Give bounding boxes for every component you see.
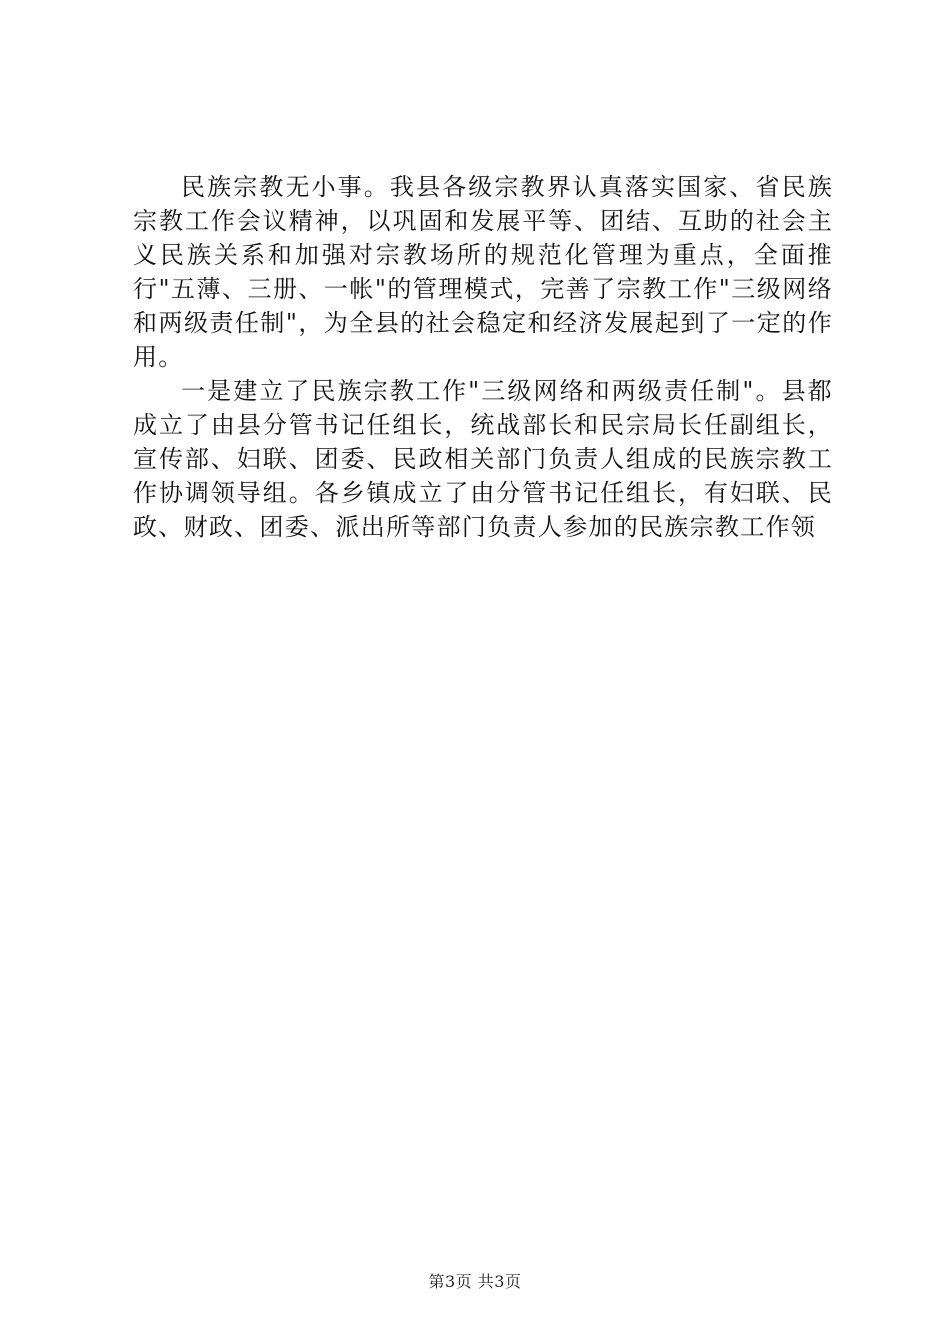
paragraph-2: 一是建立了民族宗教工作"三级网络和两级责任制"。县都成立了由县分管书记任组长，统战部长和民宗局长任副组长，宣传部、妇联、团委、民政相关部门负责人组成的民族宗教工作协调领导组。各乡镇成立了由分管书记任组长，有妇联、民政、财政、团委、派出所等部门负责人参加的民族宗教工作领: [133, 377, 833, 541]
paragraph-1: 民族宗教无小事。我县各级宗教界认真落实国家、省民族宗教工作会议精神，以巩固和发展平等、团结、互助的社会主义民族关系和加强对宗教场所的规范化管理为重点，全面推行"五薄、三册、一帐"的管理模式，完善了宗教工作"三级网络和两级责任制"，为全县的社会稳定和经济发展起到了一定的作用。: [133, 173, 833, 371]
document-body: [133, 170, 833, 544]
page-footer: 第3页 共3页: [428, 1272, 522, 1291]
